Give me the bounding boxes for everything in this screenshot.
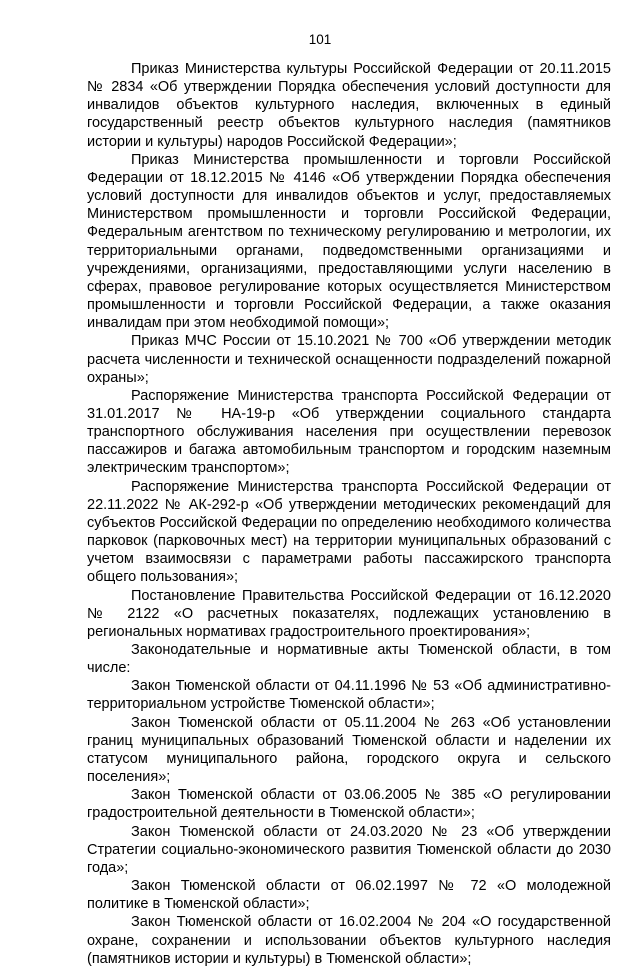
paragraph-tyumen-law-23: Закон Тюменской области от 24.03.2020 № 23 «Об утверждении Стратегии социально-экономического развития Тюменской области до 2030 года»;	[87, 823, 611, 876]
paragraph-tyumen-law-204: Закон Тюменской области от 16.02.2004 № 204 «О государственной охране, сохранении и использовании объектов культурного наследия (памятников истории и культуры) в Тюменской области»;	[87, 914, 611, 967]
paragraph-tyumen-acts-intro: Законодательные и нормативные акты Тюменской области, в том числе:	[87, 642, 611, 677]
document-body	[87, 60, 611, 968]
paragraph-culture-order-2834: Приказ Министерства культуры Российской Федерации от 20.11.2015 № 2834 «Об утверждении Порядка обеспечения условий доступности для инвалидов объектов культурного наследия, включенных в единый государственный реестр объектов культурного наследия (памятников истории и культуры) народов Российской Федерации»;	[87, 61, 611, 150]
paragraph-transport-order-ak-292-r: Распоряжение Министерства транспорта Российской Федерации от 22.11.2022 № АК-292-р «Об утверждении методических рекомендаций для субъектов Российской Федерации по определению необходимого количества парковок (парковочных мест) на территории муниципальных образований с учетом взаимосвязи с параметрами работы пассажирского транспорта общего пользования»;	[87, 478, 611, 586]
paragraph-mchs-order-700: Приказ МЧС России от 15.10.2021 № 700 «Об утверждении методик расчета численности и технической оснащенности подразделений пожарной охраны»;	[87, 333, 611, 386]
paragraph-tyumen-law-263: Закон Тюменской области от 05.11.2004 № 263 «Об установлении границ муниципальных образований Тюменской области и наделении их статусом муниципального района, городского округа и сельского поселения»;	[87, 714, 611, 786]
paragraph-transport-order-na-19-r: Распоряжение Министерства транспорта Российской Федерации от 31.01.2017 № НА-19-р «Об утверждении социального стандарта транспортного обслуживания населения при осуществлении перевозок пассажиров и багажа автомобильным транспортом и городским наземным электрическим транспортом»;	[87, 387, 611, 477]
paragraph-industry-order-4146: Приказ Министерства промышленности и торговли Российской Федерации от 18.12.2015 № 4146 «Об утверждении Порядка обеспечения условий доступности для инвалидов объектов и услуг, предоставляемых Министерством промышленности и торговли Российской Федерации, Федеральным агентством по техническому регулированию и метрологии, их территориальными органами, подведомственными организациями и учреждениями, организациями, предоставляющими услуги населению в сферах, правовое регулирование которых осуществляется Министерством промышленности и торговли Российской Федерации, а также оказания инвалидам при этом необходимой помощи»;	[87, 151, 611, 332]
paragraph-tyumen-law-72: Закон Тюменской области от 06.02.1997 № 72 «О молодежной политике в Тюменской области»;	[87, 878, 611, 913]
paragraph-government-decree-2122: Постановление Правительства Российской Федерации от 16.12.2020 № 2122 «О расчетных показателях, подлежащих установлению в региональных нормативах градостроительного проектирования»;	[87, 587, 611, 640]
paragraph-tyumen-law-385: Закон Тюменской области от 03.06.2005 № 385 «О регулировании градостроительной деятельности в Тюменской области»;	[87, 787, 611, 822]
paragraph-tyumen-law-53: Закон Тюменской области от 04.11.1996 № 53 «Об административно-территориальном устройстве Тюменской области»;	[87, 678, 611, 713]
page-number: 101	[308, 32, 332, 47]
